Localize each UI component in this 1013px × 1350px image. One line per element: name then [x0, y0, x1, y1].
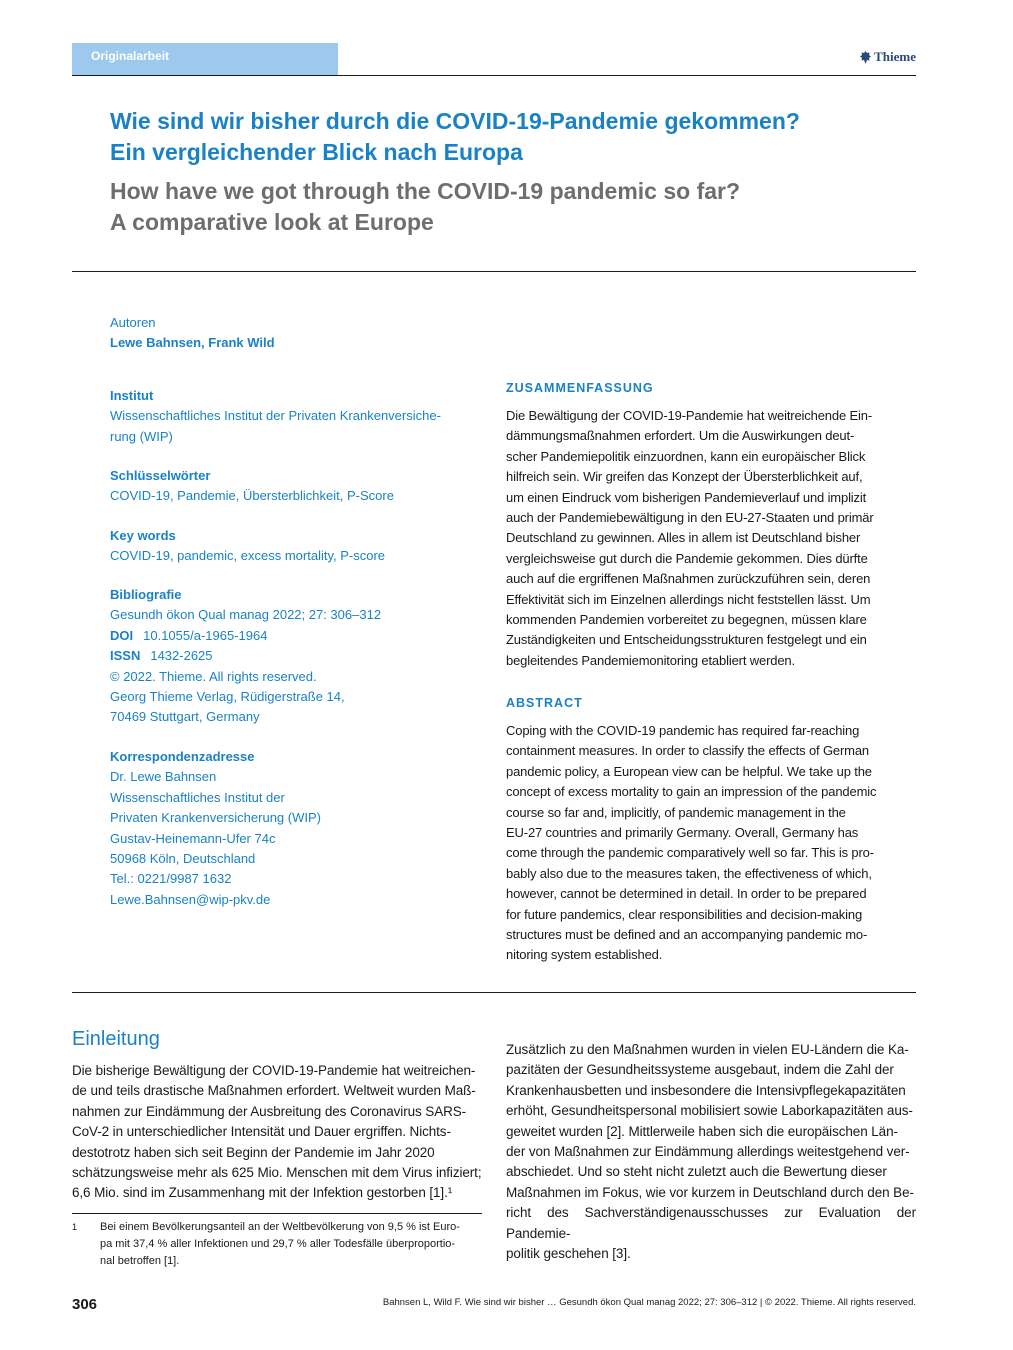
text-line: destotrotz haben sich seit Beginn der Pandemie im Jahr 2020 — [72, 1144, 435, 1160]
text-line: Zusätzlich zu den Maßnahmen wurden in vielen EU-Ländern die Ka- — [506, 1042, 909, 1057]
zusammenfassung-text — [506, 406, 878, 671]
text-line: Zuständigkeiten und Entscheidungsstrukturen festgelegt und ein — [506, 632, 867, 648]
footnote-rule — [72, 1213, 482, 1214]
text-line: Die bisherige Bewältigung der COVID-19-Pandemie hat weitreichen- — [72, 1063, 476, 1078]
authors-label: Autoren — [110, 315, 156, 330]
text-line: hilfreich sein. Wir greifen das Konzept der Übersterblichkeit auf, — [506, 469, 863, 485]
header-rule — [72, 75, 916, 76]
correspondence-phone: Tel.: 0221/9987 1632 — [110, 871, 232, 887]
text-line: containment measures. In order to classify the effects of German — [506, 743, 870, 759]
issn-line — [110, 646, 490, 666]
keywords-en: COVID-19, pandemic, excess mortality, P-score — [110, 548, 386, 564]
correspondence-name: Dr. Lewe Bahnsen — [110, 769, 217, 785]
issn-value: 1432-2625 — [150, 648, 213, 664]
keywords-de-block — [110, 466, 490, 507]
correspondence-label: Korrespondenzadresse — [110, 749, 255, 764]
doi-line — [110, 626, 490, 646]
text-line: auch der Pandemiebewältigung in den EU-27-Staaten und primär — [506, 510, 874, 526]
text-line: de und teils drastische Maßnahmen erfordert. Weltweit wurden Maß- — [72, 1083, 476, 1099]
zusammenfassung-heading: ZUSAMMENFASSUNG — [506, 381, 654, 395]
footnote-number: 1 — [72, 1222, 78, 1232]
keywords-de: COVID-19, Pandemie, Übersterblichkeit, P-Score — [110, 488, 394, 504]
text-line: nitoring system established. — [506, 947, 663, 963]
authors-block — [110, 313, 490, 354]
institute-line: Wissenschaftliches Institut der Privaten Krankenversiche- — [110, 408, 441, 424]
keywords-de-label: Schlüsselwörter — [110, 468, 211, 483]
text-line: CoV-2 in unterschiedlicher Intensität und Dauer ergriffen. Nichts- — [72, 1124, 451, 1140]
text-line: Bei einem Bevölkerungsanteil an der Weltbevölkerung von 9,5 % ist Euro- — [100, 1221, 460, 1233]
authors-names: Lewe Bahnsen, Frank Wild — [110, 335, 275, 351]
text-line: Maßnahmen im Fokus, wie vor kurzem in Deutschland durch den Be- — [506, 1184, 914, 1200]
text-line: Coping with the COVID-19 pandemic has required far-reaching — [506, 723, 860, 738]
text-line: nahmen zur Eindämmung der Ausbreitung des Coronavirus SARS- — [72, 1103, 467, 1119]
text-line: structures must be defined and an accompanying pandemic mo- — [506, 927, 868, 943]
doi-label: DOI — [110, 627, 134, 643]
text-line: pazitäten der Gesundheitssysteme ausgebaut, indem die Zahl der — [506, 1062, 894, 1078]
introduction-right-column — [506, 1040, 916, 1264]
publisher-address: Georg Thieme Verlag, Rüdigerstraße 14, — [110, 689, 345, 705]
text-line: geweitet wurden [2]. Mittlerweile haben sich die europäischen Län- — [506, 1123, 898, 1139]
text-line: Deutschland zu gewinnen. Alles in allem ist Deutschland bisher — [506, 530, 861, 546]
correspondence-city: 50968 Köln, Deutschland — [110, 851, 256, 867]
abstract-heading: ABSTRACT — [506, 696, 583, 710]
text-line: EU-27 countries and primarily Germany. Overall, Germany has — [506, 825, 859, 841]
text-line: abschiedet. Und so steht nicht zuletzt auch die Bewertung dieser — [506, 1164, 887, 1180]
correspondence-block — [110, 747, 490, 910]
publisher-address: 70469 Stuttgart, Germany — [110, 709, 260, 725]
thieme-logo-icon — [860, 51, 871, 64]
text-line: auch auf die ergriffenen Maßnahmen zurückzuführen sein, deren — [506, 571, 871, 587]
bibliography-journal: Gesundh ökon Qual manag 2022; 27: 306–312 — [110, 607, 382, 623]
footer-citation: Bahnsen L, Wild F. Wie sind wir bisher … Gesundh ökon Qual manag 2022; 27: 306–312 | © 2022. Thieme. All rights reserved. — [382, 1297, 916, 1308]
abstract-rule — [72, 992, 916, 993]
text-line: scher Pandemiepolitik einzuordnen, kann ein europäischer Blick — [506, 448, 866, 464]
publisher-name: Thieme — [874, 49, 916, 64]
text-line: begleitendes Pandemiemonitoring etabliert werden. — [506, 652, 795, 668]
text-line: Effektivität sich im Einzelnen allerdings nicht feststellen lässt. Um — [506, 591, 871, 607]
text-line: richt des Sachverständigenausschusses zur Evaluation der Pandemie- — [506, 1205, 916, 1241]
institute-label: Institut — [110, 388, 154, 403]
text-line: pa mit 37,4 % aller Infektionen und 29,7 % aller Todesfälle überproportio- — [100, 1238, 456, 1250]
correspondence-line: Privaten Krankenversicherung (WIP) — [110, 810, 321, 826]
introduction-heading: Einleitung — [72, 1028, 160, 1050]
title-german — [110, 106, 890, 168]
institute-block — [110, 386, 490, 447]
text-line: Die Bewältigung der COVID-19-Pandemie hat weitreichende Ein- — [506, 408, 873, 423]
issn-label: ISSN — [110, 648, 141, 664]
footnote-text — [100, 1219, 482, 1270]
text-line: kommenden Pandemien vorbereitet zu begegnen, müssen klare — [506, 612, 867, 628]
text-line: um einen Eindruck vom bisherigen Pandemieverlauf und implizit — [506, 489, 867, 505]
title-german-line: Ein vergleichender Blick nach Europa — [110, 139, 523, 165]
title-english — [110, 176, 890, 238]
text-line: 6,6 Mio. sind im Zusammenhang mit der Infektion gestorben [1].¹ — [72, 1185, 453, 1201]
copyright-line: © 2022. Thieme. All rights reserved. — [110, 668, 317, 684]
text-line: bably also due to the measures taken, the effectiveness of which, — [506, 865, 872, 881]
text-line: pandemic policy, a European view can be helpful. We take up the — [506, 763, 872, 779]
abstract-text — [506, 721, 878, 966]
text-line: for future pandemics, clear responsibilities and decision-making — [506, 906, 863, 922]
text-line: concept of excess mortality to gain an impression of the pandemic — [506, 784, 877, 800]
doi-link[interactable]: 10.1055/a-1965-1964 — [143, 627, 268, 643]
text-line: vergleichsweise gut durch die Pandemie gekommen. Dies dürfte — [506, 550, 868, 566]
text-line: Krankenhausbetten und insbesondere die Intensivpflegekapazitäten — [506, 1082, 906, 1098]
page-number: 306 — [72, 1296, 98, 1313]
correspondence-street: Gustav-Heinemann-Ufer 74c — [110, 830, 276, 846]
text-line: erhöht, Gesundheitspersonal mobilisiert sowie Laborkapazitäten aus- — [506, 1103, 913, 1119]
footnote — [72, 1219, 482, 1270]
introduction-left-column — [72, 1061, 482, 1204]
text-line: politik geschehen [3]. — [506, 1246, 631, 1262]
keywords-en-block — [110, 526, 490, 567]
correspondence-email-link[interactable]: Lewe.Bahnsen@wip-pkv.de — [110, 891, 271, 907]
title-english-line: A comparative look at Europe — [110, 209, 434, 235]
text-line: dämmungsmaßnahmen erfordert. Um die Auswirkungen deut- — [506, 428, 855, 444]
text-line: however, cannot be determined in detail. In order to be prepared — [506, 886, 867, 902]
bibliography-block — [110, 585, 490, 728]
institute-line: rung (WIP) — [110, 428, 173, 444]
article-type-label: Originalarbeit — [91, 49, 170, 63]
text-line: schätzungsweise mehr als 625 Mio. Menschen mit dem Virus infiziert; — [72, 1165, 482, 1181]
correspondence-line: Wissenschaftliches Institut der — [110, 789, 285, 805]
text-line: course so far and, implicitly, of pandemic management in the — [506, 804, 846, 820]
bibliography-label: Bibliografie — [110, 587, 182, 602]
title-german-line: Wie sind wir bisher durch die COVID-19-Pandemie gekommen? — [110, 108, 800, 134]
keywords-en-label: Key words — [110, 528, 176, 543]
title-rule — [72, 271, 916, 272]
text-line: nal betroffen [1]. — [100, 1255, 180, 1267]
title-english-line: How have we got through the COVID-19 pandemic so far? — [110, 178, 741, 204]
publisher-logo — [860, 49, 916, 65]
text-line: der von Maßnahmen zur Eindämmung allerdings weitestgehend ver- — [506, 1144, 910, 1160]
text-line: come through the pandemic comparatively well so far. This is pro- — [506, 845, 874, 861]
